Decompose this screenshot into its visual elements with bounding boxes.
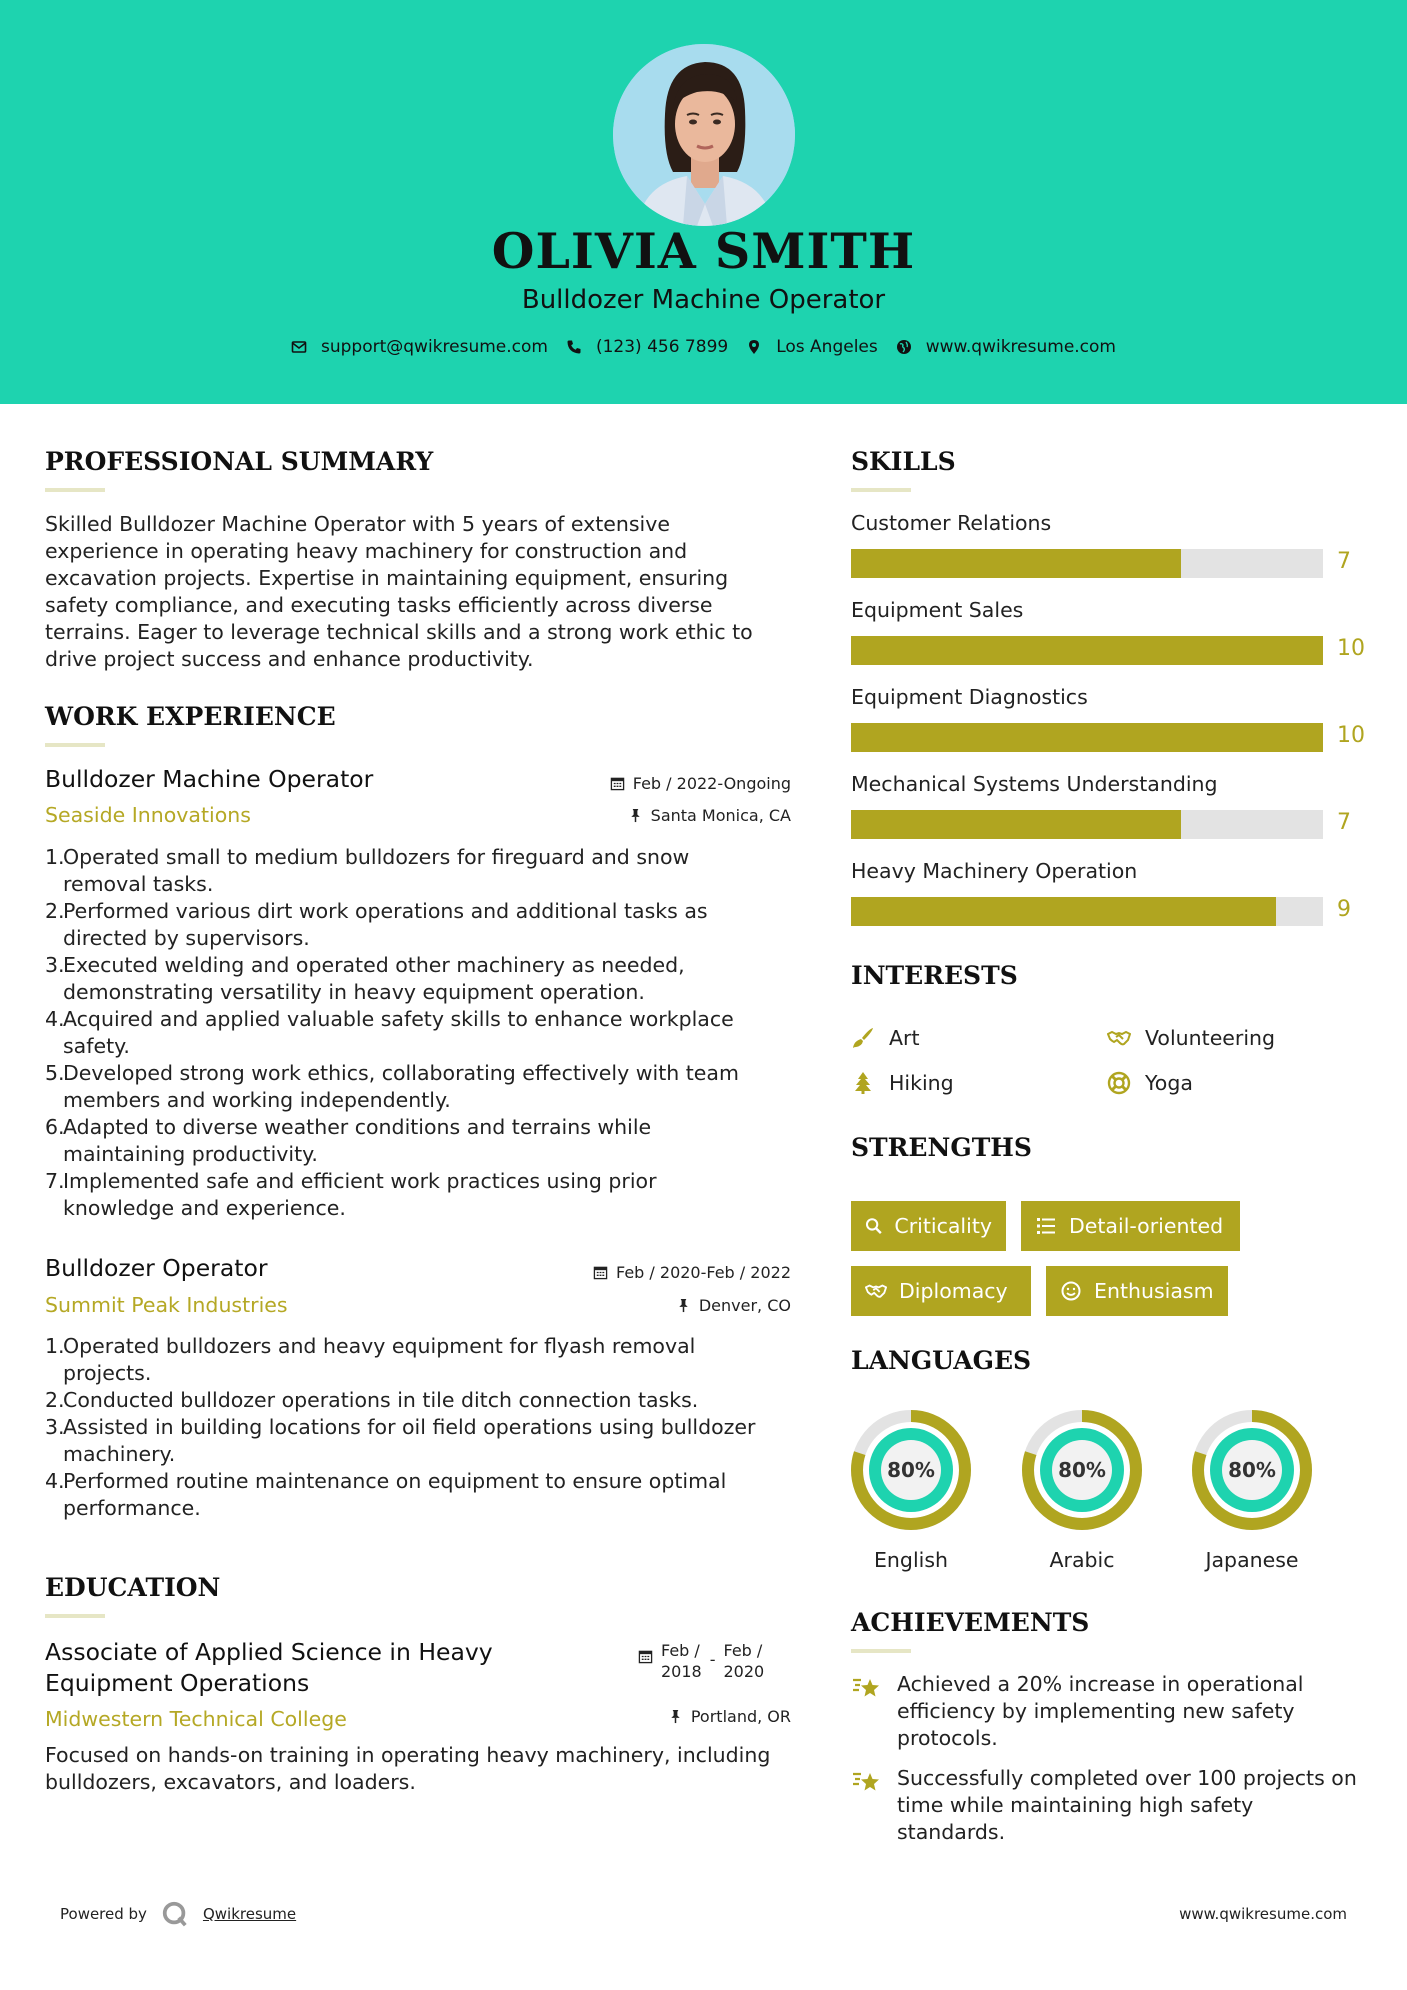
education-location-text: Portland, OR bbox=[690, 1707, 791, 1726]
strength-tag bbox=[851, 1266, 1031, 1316]
powered-by-text: Powered by bbox=[60, 1905, 147, 1923]
degree-line: Equipment Operations bbox=[45, 1669, 310, 1697]
pushpin-icon bbox=[676, 1298, 691, 1313]
envelope-icon bbox=[291, 339, 307, 355]
company-name: Summit Peak Industries bbox=[45, 1293, 288, 1317]
pushpin-icon bbox=[668, 1709, 683, 1724]
star-medal-icon bbox=[851, 1765, 883, 1797]
education-rule bbox=[45, 1614, 105, 1618]
education-date bbox=[638, 1640, 764, 1682]
list-item: 6. Adapted to diverse weather conditions and terrains while maintaining productivity. bbox=[45, 1115, 652, 1166]
language-percent: 80% bbox=[1228, 1458, 1276, 1482]
job-location-text: Santa Monica, CA bbox=[650, 806, 791, 825]
interest-item bbox=[1107, 1026, 1275, 1050]
map-marker-icon bbox=[746, 339, 762, 355]
summary-line: drive project success and enhance productivity. bbox=[45, 647, 534, 671]
school-name: Midwestern Technical College bbox=[45, 1707, 347, 1731]
lifebuoy-icon bbox=[1107, 1071, 1131, 1095]
language-name: English bbox=[873, 1548, 949, 1572]
list-item: 4. Performed routine maintenance on equipment to ensure optimal performance. bbox=[45, 1469, 727, 1520]
summary-line: terrains. Eager to leverage technical skills and a strong work ethic to bbox=[45, 620, 753, 644]
strength-tag bbox=[851, 1201, 1006, 1251]
education-date-end: Feb / 2020 bbox=[723, 1641, 765, 1681]
contact-email[interactable] bbox=[291, 337, 548, 357]
skill-name: Heavy Machinery Operation bbox=[851, 859, 1138, 883]
education-heading: EDUCATION bbox=[45, 1573, 221, 1602]
language-name: Arabic bbox=[1049, 1548, 1115, 1572]
list-item: 2. Performed various dirt work operations and additional tasks as directed by supervisors. bbox=[45, 899, 708, 950]
job-location-text: Denver, CO bbox=[698, 1296, 791, 1315]
summary-line: safety compliance, and executing tasks efficiently across diverse bbox=[45, 593, 713, 617]
skill-bar-fill bbox=[851, 897, 1276, 926]
education-desc-line: bulldozers, excavators, and loaders. bbox=[45, 1770, 416, 1794]
language-percent: 80% bbox=[1058, 1458, 1106, 1482]
summary-heading: PROFESSIONAL SUMMARY bbox=[45, 447, 434, 476]
list-item: 7. Implemented safe and efficient work practices using prior knowledge and experience. bbox=[45, 1169, 657, 1220]
achievement-item bbox=[851, 1671, 1371, 1752]
achievement-text: Successfully completed over 100 projects on time while maintaining high safety standards. bbox=[897, 1766, 1357, 1844]
skills-rule bbox=[851, 488, 911, 492]
qwikresume-logo-icon bbox=[161, 1900, 189, 1928]
language-ring bbox=[849, 1408, 973, 1532]
job-date bbox=[480, 1263, 791, 1282]
job-date-text: Feb / 2020-Feb / 2022 bbox=[616, 1263, 791, 1282]
summary-line: Skilled Bulldozer Machine Operator with 5 years of extensive bbox=[45, 512, 670, 536]
contact-website[interactable] bbox=[896, 337, 1116, 357]
search-icon bbox=[865, 1215, 882, 1237]
skill-name: Mechanical Systems Understanding bbox=[851, 772, 1218, 796]
strength-tag bbox=[1021, 1201, 1240, 1251]
achievements-rule bbox=[851, 1649, 911, 1653]
smile-icon bbox=[1060, 1280, 1082, 1302]
skill-value: 10 bbox=[1337, 636, 1365, 661]
candidate-name: OLIVIA SMITH bbox=[491, 222, 916, 280]
footer-url[interactable]: www.qwikresume.com bbox=[1179, 1905, 1347, 1923]
contact-email-text: support@qwikresume.com bbox=[321, 337, 548, 357]
interest-item bbox=[1107, 1071, 1193, 1095]
handshake-icon bbox=[1107, 1026, 1131, 1050]
skill-value: 10 bbox=[1337, 723, 1365, 748]
strength-label: Diplomacy bbox=[899, 1279, 1008, 1303]
list-item: 2. Conducted bulldozer operations in tile ditch connection tasks. bbox=[45, 1388, 699, 1412]
contact-website-text: www.qwikresume.com bbox=[925, 337, 1116, 357]
skill-name: Customer Relations bbox=[851, 511, 1052, 535]
language-percent: 80% bbox=[887, 1458, 935, 1482]
experience-heading: WORK EXPERIENCE bbox=[45, 702, 336, 731]
contact-bar bbox=[0, 337, 1407, 357]
paintbrush-icon bbox=[851, 1026, 875, 1050]
degree-line: Associate of Applied Science in Heavy bbox=[45, 1638, 493, 1666]
list-item: 4. Acquired and applied valuable safety skills to enhance workplace safety. bbox=[45, 1007, 734, 1058]
phone-icon bbox=[566, 339, 582, 355]
strength-label: Detail-oriented bbox=[1069, 1214, 1224, 1238]
summary-text bbox=[45, 511, 785, 673]
education-desc-line: Focused on hands-on training in operating heavy machinery, including bbox=[45, 1743, 771, 1767]
language-ring bbox=[1020, 1408, 1144, 1532]
handshake-icon bbox=[865, 1280, 887, 1302]
summary-line: experience in operating heavy machinery for construction and bbox=[45, 539, 688, 563]
profile-photo bbox=[613, 44, 795, 226]
experience-rule bbox=[45, 743, 105, 747]
skill-bar-fill bbox=[851, 549, 1181, 578]
calendar-icon bbox=[593, 1265, 608, 1280]
language-name: Japanese bbox=[1205, 1548, 1299, 1572]
brand-link[interactable]: Qwikresume bbox=[202, 1905, 297, 1923]
skill-bar-track bbox=[851, 636, 1323, 665]
resume-header bbox=[0, 0, 1407, 404]
strength-label: Criticality bbox=[894, 1214, 992, 1238]
job-duties bbox=[45, 1333, 795, 1522]
candidate-title: Bulldozer Machine Operator bbox=[521, 285, 886, 315]
contact-location-text: Los Angeles bbox=[776, 337, 878, 357]
education-date-start: Feb / 2018 bbox=[661, 1641, 702, 1681]
skill-bar-track bbox=[851, 810, 1323, 839]
skill-bar-fill bbox=[851, 723, 1323, 752]
skill-value: 7 bbox=[1337, 549, 1351, 574]
skill-name: Equipment Sales bbox=[851, 598, 1024, 622]
list-icon bbox=[1035, 1215, 1057, 1237]
list-item: 1. Operated bulldozers and heavy equipment for flyash removal projects. bbox=[45, 1334, 696, 1385]
skill-bar-fill bbox=[851, 636, 1323, 665]
interests-heading: INTERESTS bbox=[851, 961, 1018, 990]
list-item: 3. Assisted in building locations for oil field operations using bulldozer machinery. bbox=[45, 1415, 756, 1466]
achievement-text: Achieved a 20% increase in operational efficiency by implementing new safety protocols. bbox=[897, 1672, 1304, 1750]
star-medal-icon bbox=[851, 1671, 883, 1703]
contact-location bbox=[746, 337, 878, 357]
skill-bar-track bbox=[851, 723, 1323, 752]
job-location bbox=[480, 806, 791, 825]
interest-label: Yoga bbox=[1145, 1071, 1193, 1095]
achievements-heading: ACHIEVEMENTS bbox=[851, 1608, 1090, 1637]
skills-heading: SKILLS bbox=[851, 447, 956, 476]
interest-label: Hiking bbox=[889, 1071, 954, 1095]
degree-title bbox=[45, 1637, 493, 1699]
language-item bbox=[1190, 1408, 1314, 1572]
contact-phone-text: (123) 456 7899 bbox=[595, 337, 729, 357]
interest-item bbox=[851, 1026, 920, 1050]
languages-heading: LANGUAGES bbox=[851, 1346, 1032, 1375]
job-duties bbox=[45, 844, 795, 1222]
education-date-sep: - bbox=[709, 1650, 716, 1669]
job-title: Bulldozer Operator bbox=[45, 1254, 268, 1282]
summary-line: excavation projects. Expertise in maintaining equipment, ensuring bbox=[45, 566, 729, 590]
language-ring bbox=[1190, 1408, 1314, 1532]
job-date bbox=[480, 774, 791, 793]
company-name: Seaside Innovations bbox=[45, 803, 251, 827]
footer-powered-by bbox=[60, 1900, 296, 1928]
interest-item bbox=[851, 1071, 954, 1095]
job-date-text: Feb / 2022-Ongoing bbox=[632, 774, 791, 793]
calendar-icon bbox=[638, 1649, 653, 1664]
list-item: 3. Executed welding and operated other machinery as needed, demonstrating versatility in heavy equipment operation. bbox=[45, 953, 685, 1004]
job-location bbox=[480, 1296, 791, 1315]
skill-name: Equipment Diagnostics bbox=[851, 685, 1088, 709]
education-location bbox=[480, 1707, 791, 1726]
pushpin-icon bbox=[628, 808, 643, 823]
skill-bar-track bbox=[851, 897, 1323, 926]
education-description bbox=[45, 1742, 805, 1796]
contact-phone[interactable] bbox=[566, 337, 728, 357]
language-item bbox=[1020, 1408, 1144, 1572]
list-item: 5. Developed strong work ethics, collaborating effectively with team members and working independently. bbox=[45, 1061, 739, 1112]
skill-bar-fill bbox=[851, 810, 1181, 839]
tree-icon bbox=[851, 1071, 875, 1095]
strength-label: Enthusiasm bbox=[1094, 1279, 1214, 1303]
skill-value: 9 bbox=[1337, 897, 1351, 922]
strength-tag bbox=[1046, 1266, 1228, 1316]
interest-label: Art bbox=[889, 1026, 920, 1050]
interest-label: Volunteering bbox=[1145, 1026, 1276, 1050]
achievement-item bbox=[851, 1765, 1371, 1846]
list-item: 1. Operated small to medium bulldozers for fireguard and snow removal tasks. bbox=[45, 845, 690, 896]
strengths-heading: STRENGTHS bbox=[851, 1133, 1032, 1162]
skill-bar-track bbox=[851, 549, 1323, 578]
skill-value: 7 bbox=[1337, 810, 1351, 835]
summary-rule bbox=[45, 488, 105, 492]
globe-icon bbox=[896, 339, 912, 355]
language-item bbox=[849, 1408, 973, 1572]
job-title: Bulldozer Machine Operator bbox=[45, 765, 374, 793]
calendar-icon bbox=[610, 776, 625, 791]
